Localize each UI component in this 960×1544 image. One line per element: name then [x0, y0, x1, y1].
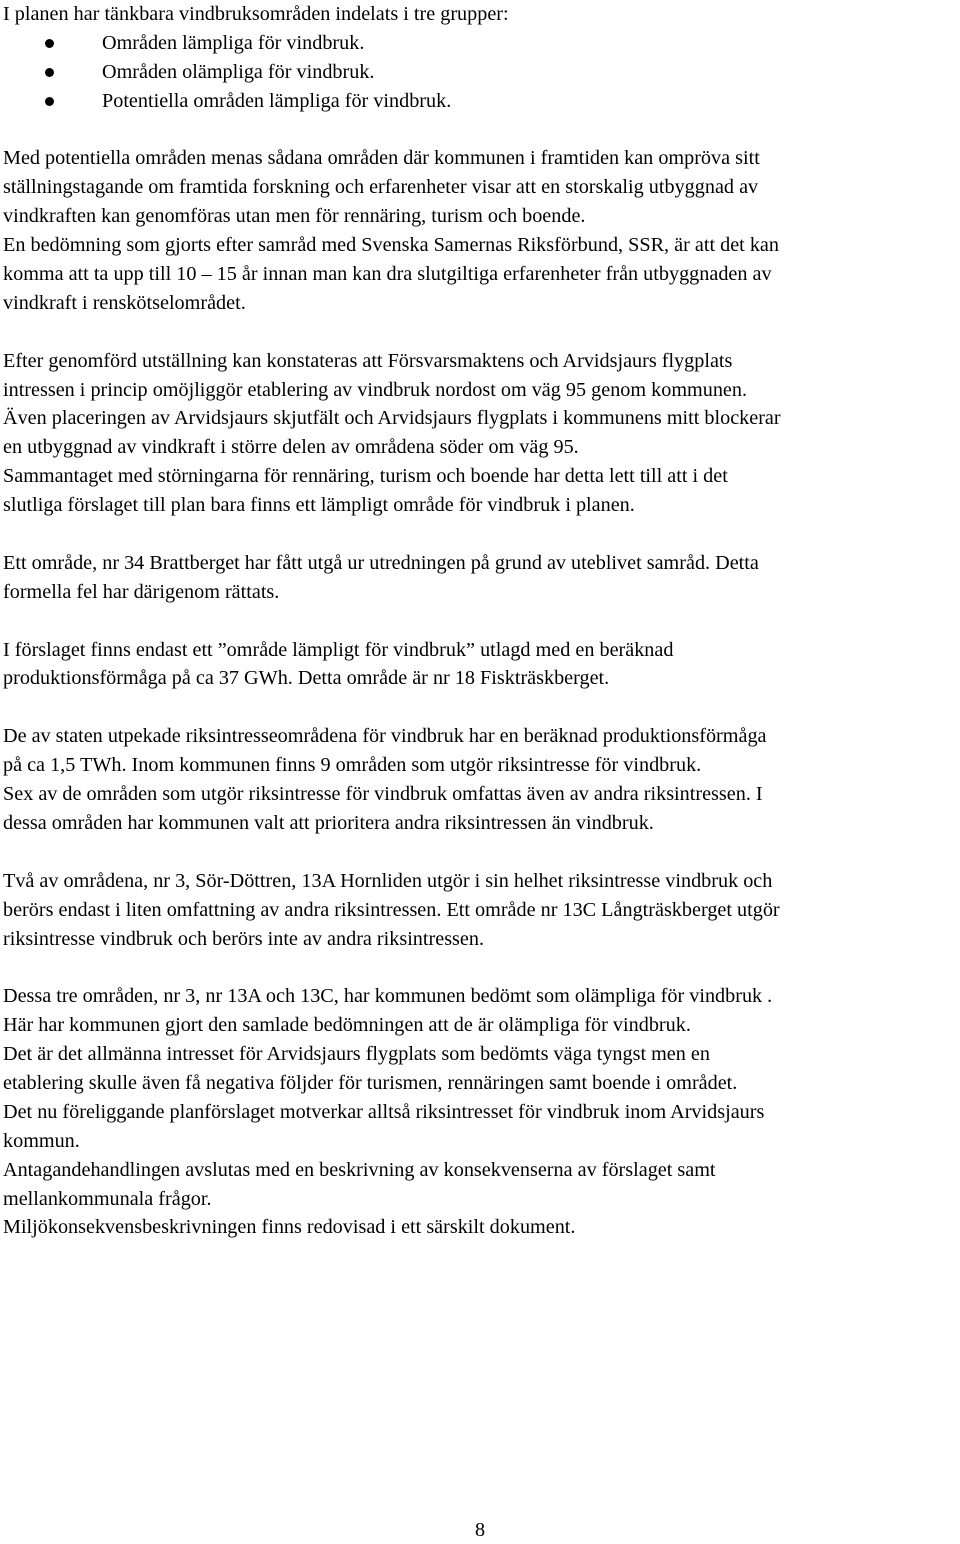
text-line: på ca 1,5 TWh. Inom kommunen finns 9 områden som utgör riksintresse för vindbruk. [3, 754, 702, 777]
body-text [3, 0, 955, 1242]
paragraph-two-areas [3, 867, 955, 954]
text-line: Det nu föreliggande planförslaget motverkar alltså riksintresset för vindbruk inom Arvidsjaurs [3, 1100, 765, 1123]
paragraph-brattberget [3, 549, 955, 607]
paragraph-conclusion [3, 982, 955, 1242]
text-line: dessa områden har kommunen valt att prioritera andra riksintressen än vindbruk. [3, 811, 654, 834]
text-line: en utbyggnad av vindkraft i större delen av områdena söder om väg 95. [3, 436, 579, 459]
list-item-text: Områden olämpliga för vindbruk. [102, 60, 375, 83]
text-line: kommun. [3, 1129, 80, 1152]
text-line: Ett område, nr 34 Brattberget har fått utgå ur utredningen på grund av uteblivet samråd. Detta [3, 551, 759, 574]
list-item-text: Områden lämpliga för vindbruk. [102, 31, 365, 54]
text-line: Miljökonsekvensbeskrivningen finns redovisad i ett särskilt dokument. [3, 1216, 576, 1239]
text-line: etablering skulle även få negativa följder för turismen, rennäringen samt boende i området. [3, 1071, 738, 1094]
paragraph-gap [3, 838, 955, 867]
list-item [3, 58, 955, 87]
text-line: berörs endast i liten omfattning av andra riksintressen. Ett område nr 13C Långträskberget utgör [3, 898, 780, 921]
text-line: mellankommunala frågor. [3, 1187, 212, 1210]
paragraph-gap [3, 953, 955, 982]
text-line: Även placeringen av Arvidsjaurs skjutfält och Arvidsjaurs flygplats i kommunens mitt blockerar [3, 407, 781, 430]
list-item-text: Potentiella områden lämpliga för vindbruk. [102, 89, 452, 112]
intro-line: I planen har tänkbara vindbruksområden indelats i tre grupper: [3, 3, 509, 25]
paragraph-proposal [3, 636, 955, 694]
text-line: ställningstagande om framtida forskning och erfarenheter visar att en storskalig utbyggnad av [3, 176, 759, 199]
bullet-icon [45, 68, 54, 77]
text-line: vindkraft i renskötselområdet. [3, 291, 246, 314]
text-line: De av staten utpekade riksintresseområdena för vindbruk har en beräknad produktionsförmåga [3, 725, 767, 748]
text-line: Det är det allmänna intresset för Arvidsjaurs flygplats som bedömts väga tyngst men en [3, 1043, 710, 1066]
text-line: En bedömning som gjorts efter samråd med Svenska Samernas Riksförbund, SSR, är att det kan [3, 234, 779, 257]
text-line: vindkraften kan genomföras utan men för rennäring, turism och boende. [3, 205, 586, 228]
bullet-list [3, 29, 955, 116]
list-item [3, 29, 955, 58]
text-line: riksintresse vindbruk och berörs inte av andra riksintressen. [3, 927, 485, 950]
text-line: Antagandehandlingen avslutas med en beskrivning av konsekvenserna av förslaget samt [3, 1158, 716, 1181]
list-item [3, 87, 955, 116]
text-line: formella fel har därigenom rättats. [3, 580, 280, 603]
text-line: Sex av de områden som utgör riksintresse för vindbruk omfattas även av andra riksintressen. I [3, 783, 763, 806]
paragraph-gap [3, 520, 955, 549]
paragraph-gap [3, 693, 955, 722]
bullet-icon [45, 39, 54, 48]
page-number: 8 [474, 1519, 486, 1541]
text-line: I förslaget finns endast ett ”område lämpligt för vindbruk” utlagd med en beräknad [3, 638, 674, 661]
paragraph-exhibition [3, 347, 955, 520]
text-line: Två av områdena, nr 3, Sör-Döttren, 13A Hornliden utgör i sin helhet riksintresse vindbruk och [3, 869, 773, 892]
paragraph-gap [3, 116, 955, 145]
paragraph-gap [3, 318, 955, 347]
text-line: komma att ta upp till 10 – 15 år innan man kan dra slutgiltiga erfarenheter från utbyggnaden av [3, 263, 772, 286]
text-line: Med potentiella områden menas sådana områden där kommunen i framtiden kan ompröva sitt [3, 147, 760, 170]
paragraph-national-interest [3, 722, 955, 838]
paragraph-potential-areas [3, 144, 955, 317]
paragraph-gap [3, 607, 955, 636]
text-line: slutliga förslaget till plan bara finns ett lämpligt område för vindbruk i planen. [3, 494, 635, 517]
text-line: Dessa tre områden, nr 3, nr 13A och 13C, har kommunen bedömt som olämpliga för vindbruk . [3, 985, 773, 1008]
text-line: Här har kommunen gjort den samlade bedömningen att de är olämpliga för vindbruk. [3, 1014, 691, 1037]
text-line: intressen i princip omöjliggör etablering av vindbruk nordost om väg 95 genom kommunen. [3, 378, 748, 401]
bullet-icon [45, 97, 54, 106]
text-line: Sammantaget med störningarna för rennäring, turism och boende har detta lett till att i det [3, 465, 728, 488]
text-line: Efter genomförd utställning kan konstateras att Försvarsmaktens och Arvidsjaurs flygplats [3, 349, 733, 372]
text-line: produktionsförmåga på ca 37 GWh. Detta område är nr 18 Fiskträskberget. [3, 667, 610, 690]
